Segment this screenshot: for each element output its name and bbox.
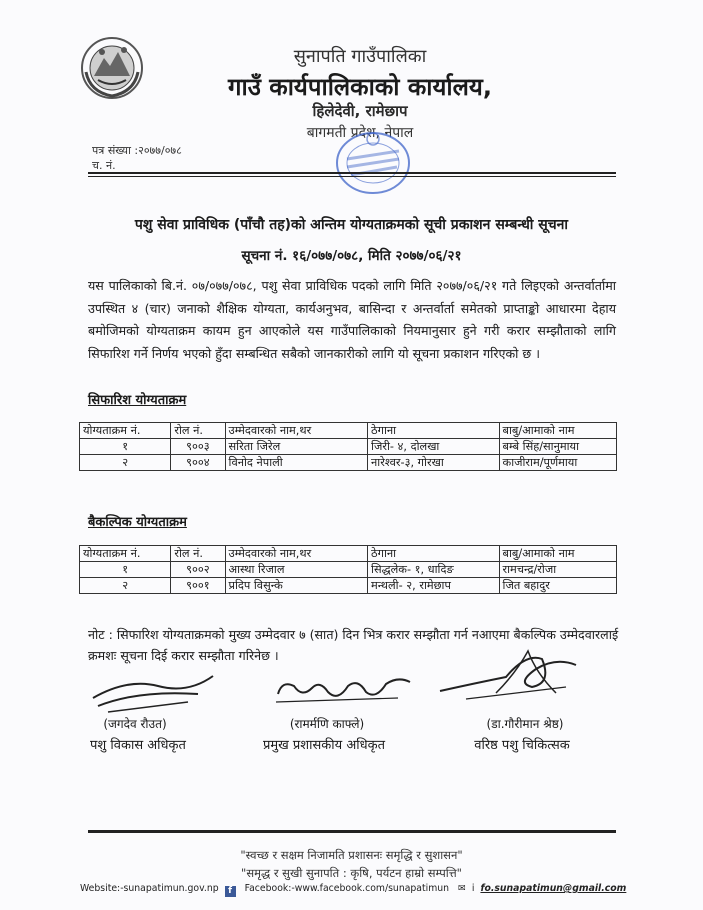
signatory-2-title: प्रमुख प्रशासकीय अधिकृत — [262, 738, 386, 753]
signatory-3-title: वरिष्ठ पशु चिकित्सक — [474, 738, 570, 753]
header-divider-thin — [88, 176, 616, 177]
signatory-2-name: (रामर्मणि काफ्ले) — [289, 717, 365, 731]
table-row — [80, 439, 617, 455]
roll-cell: ९००२ — [171, 562, 225, 578]
candidate-cell: सरिता जिरेल — [225, 439, 368, 455]
rank-cell: १ — [80, 562, 171, 578]
signature-2-icon — [268, 672, 418, 708]
parents-cell: जित बहादुर — [499, 578, 616, 594]
column-header: बाबु/आमाको नाम — [499, 546, 616, 562]
column-header: ठेगाना — [368, 546, 499, 562]
table-header-row — [80, 546, 617, 562]
alternate-table — [79, 545, 617, 594]
column-header: योग्यताक्रम नं. — [80, 423, 171, 439]
email-icon: ✉ — [458, 883, 466, 894]
address-cell: नारेश्वर-३, गोरखा — [368, 455, 499, 471]
rank-cell: १ — [80, 439, 171, 455]
signatory-1-name: (जगदेव रौउत) — [103, 717, 167, 731]
note-text: नोट : सिफारिश योग्यताक्रमको मुख्य उम्मेदवार ७ (सात) दिन भित्र करार सम्झौता गर्न नआएमा बैकल्पिक उम्मेदवारलाई क्रमशः सूचना दिई करार सम्झौता गरिनेछ । — [88, 627, 619, 663]
address-cell: सिद्धलेक- १, धादिङ — [368, 562, 499, 578]
facebook-icon: f — [225, 886, 236, 897]
column-header: रोल नं. — [171, 546, 225, 562]
parents-cell: काजीराम/पूर्णमाया — [499, 455, 616, 471]
column-header: रोल नं. — [171, 423, 225, 439]
office-name: गाउँ कार्यपालिकाको कार्यालय, — [228, 73, 492, 101]
footer-divider — [88, 830, 616, 833]
recommended-table — [79, 422, 617, 471]
address-cell: जिरी- ४, दोलखा — [368, 439, 499, 455]
column-header: उम्मेदवारको नाम,थर — [225, 423, 368, 439]
header-divider — [88, 172, 616, 174]
roll-cell: ९००३ — [171, 439, 225, 455]
facebook-link[interactable]: Facebook:-www.facebook.com/sunapatimun — [244, 883, 450, 894]
rank-cell: २ — [80, 455, 171, 471]
website-link[interactable]: Website:-sunapatimun.gov.np — [80, 883, 219, 894]
signatory-1-title: पशु विकास अधिकृत — [90, 738, 186, 753]
column-header: उम्मेदवारको नाम,थर — [225, 546, 368, 562]
signature-3-icon — [436, 643, 586, 707]
rank-cell: २ — [80, 578, 171, 594]
signature-1-icon — [88, 668, 218, 716]
column-header: ठेगाना — [368, 423, 499, 439]
letter-number: पत्र संख्या :२०७७/०७८ — [92, 144, 182, 157]
notice-title: पशु सेवा प्राविधिक (पाँचौ तह)को अन्तिम योग्यताक्रमको सूची प्रकाशन सम्बन्धी सूचना — [134, 217, 569, 233]
parents-cell: बम्बे सिंह/सानुमाया — [499, 439, 616, 455]
official-stamp-icon — [323, 125, 423, 197]
column-header: योग्यताक्रम नं. — [80, 546, 171, 562]
notice-body: यस पालिकाको बि.नं. ०७/०७७/०७८, पशु सेवा प्राविधिक पदको लागि मिति २०७७/०६/२१ गते लिइएको अन्तर्वार्तामा उपस्थित ४ (चार) जनाको शैक्षिक योग्यता, कार्यअनुभव, बासिन्दा र अन्तर्वार्ता समेतको प्राप्ताङ्को आधारमा देहाय बमोजिमको योग्यताक्रम कायम हुन आएकोले यस गाउँपालिकाको नियमानुसार हुने गरी करार सम्झौताको लागि सिफारिश गर्ने निर्णय भएको हुँदा सम्बन्धित सबैको जानकारीको लागि यो सूचना प्रकाशन गरिएको छ । — [88, 278, 616, 361]
candidate-cell: प्रदिप विसुन्के — [225, 578, 368, 594]
footer-contacts — [80, 883, 640, 897]
roll-cell: ९००४ — [171, 455, 225, 471]
dispatch-number: च. नं. — [92, 159, 116, 172]
email-link[interactable]: fo.sunapatimun@gmail.com — [480, 883, 627, 894]
alternate-heading: बैकल्पिक योग्यताक्रम — [88, 515, 187, 530]
notice-number-date: सूचना नं. १६/०७७/०७८, मिति २०७७/०६/२१ — [241, 248, 462, 264]
parents-cell: रामचन्द्र/रोजा — [499, 562, 616, 578]
slogan-2: "समृद्ध र सुखी सुनापति : कृषि, पर्यटन हाम्रो सम्पत्ति" — [241, 866, 462, 880]
column-header: बाबु/आमाको नाम — [499, 423, 616, 439]
municipality-name: सुनापति गाउँपालिका — [293, 46, 427, 67]
government-emblem-icon — [80, 36, 144, 100]
table-row — [80, 562, 617, 578]
recommended-heading: सिफारिश योग्यताक्रम — [88, 393, 187, 408]
slogan-1: "स्वच्छ र सक्षम निजामति प्रशासनः समृद्धि र सुशासन" — [240, 848, 463, 862]
table-row — [80, 578, 617, 594]
province-country: बागमती प्रदेश, नेपाल — [306, 125, 414, 141]
address-cell: मन्थली- २, रामेछाप — [368, 578, 499, 594]
candidate-cell: आस्था रिजाल — [225, 562, 368, 578]
email-prefix: i — [471, 883, 475, 894]
table-header-row — [80, 423, 617, 439]
candidate-cell: विनोद नेपाली — [225, 455, 368, 471]
table-row — [80, 455, 617, 471]
office-location: हिलेदेवी, रामेछाप — [312, 102, 408, 120]
roll-cell: ९००१ — [171, 578, 225, 594]
signatory-3-name: (डा.गौरीमान श्रेष्ठ) — [486, 717, 564, 731]
